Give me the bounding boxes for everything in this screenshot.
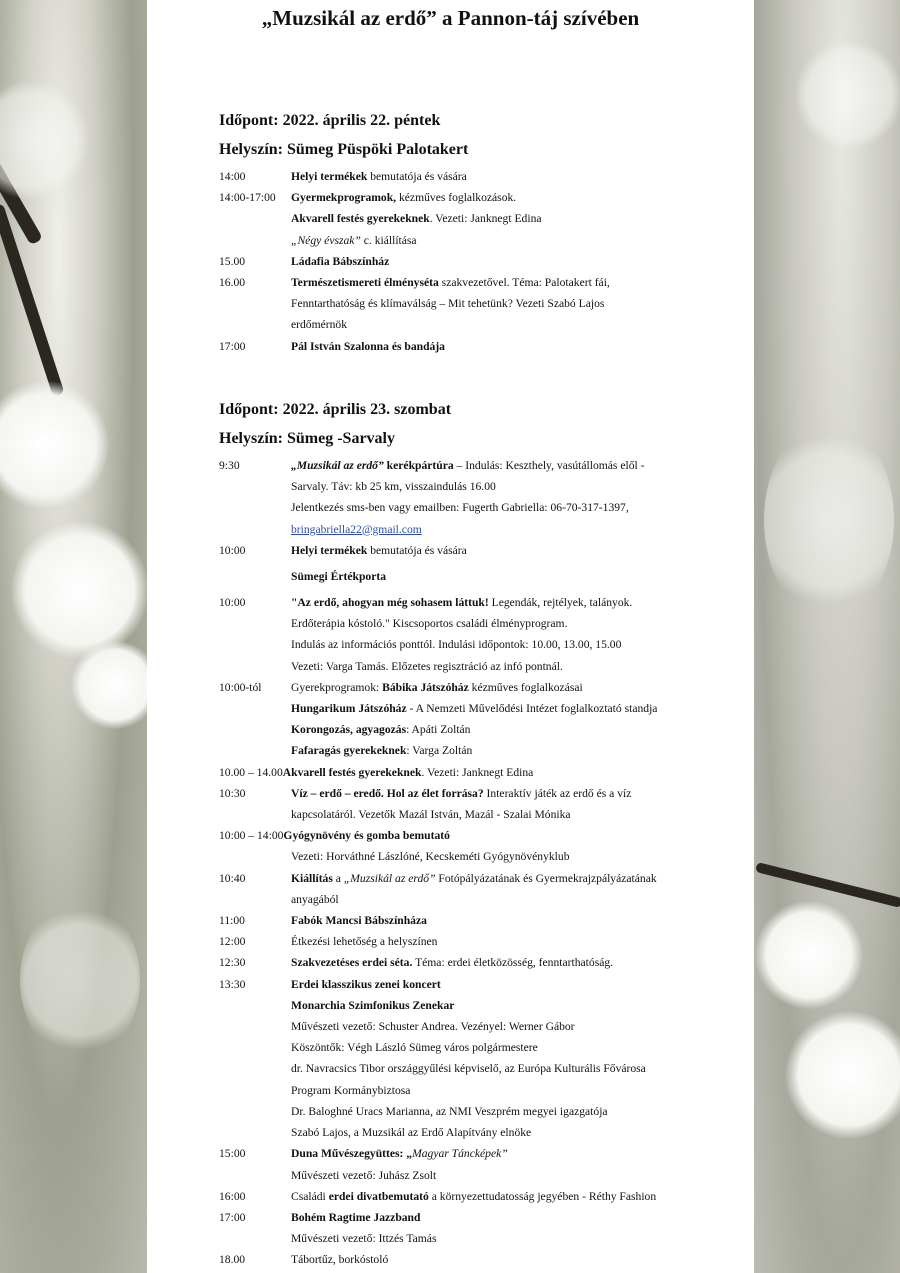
background-photo-right: [754, 0, 900, 1273]
text-run: Tábortűz, borkóstoló: [291, 1253, 389, 1267]
text-run: - A Nemzeti Művelődési Intézet foglalkoztató standja: [406, 702, 658, 716]
text-run: Sarvaly. Táv: kb 25 km, visszaindulás 16.00: [291, 480, 496, 494]
text-run: . Vezeti: Janknegt Edina: [429, 212, 542, 226]
schedule-time: 15:00: [219, 1147, 246, 1161]
schedule-row: [219, 931, 719, 952]
text-run: Bábika Játszóház: [382, 680, 469, 694]
text-run: Korongozás, agyagozás: [291, 723, 407, 737]
schedule-row: [219, 889, 719, 910]
text-run: Gyógynövény és gomba bemutató: [283, 829, 450, 843]
text-run: Jelentkezés sms-ben vagy emailben: Fugerth Gabriella: 06-70-317-1397,: [291, 501, 629, 515]
text-run: Pál István Szalonna és bandája: [291, 339, 445, 353]
schedule-row: [219, 613, 719, 634]
schedule-row: [219, 230, 719, 251]
text-run: Fabók Mancsi Bábszínháza: [291, 914, 427, 928]
text-run: Akvarell festés gyerekeknek: [282, 765, 422, 779]
text-run: erdőmérnök: [291, 318, 348, 332]
schedule-row: [219, 804, 719, 825]
schedule-description: [291, 656, 719, 677]
schedule-time: 10:00: [219, 596, 246, 610]
schedule-description: [291, 272, 719, 293]
schedule-row: [219, 540, 719, 561]
schedule-row: [219, 314, 719, 335]
schedule-description: [291, 677, 719, 698]
schedule-row: [219, 995, 719, 1016]
text-run: Duna Művészegyüttes:: [291, 1147, 407, 1161]
schedule-row: [219, 187, 719, 208]
text-run: kapcsolatáról. Vezetők Mazál István, Mazál - Szalai Mónika: [291, 808, 571, 822]
schedule-time: 15.00: [219, 254, 246, 268]
schedule-description: [291, 1016, 719, 1037]
schedule-description: [291, 314, 719, 335]
schedule-row: [219, 740, 719, 761]
schedule-row: [219, 719, 719, 740]
schedule-description: [291, 187, 719, 208]
schedule-description: [291, 931, 719, 952]
schedule-time: [219, 698, 291, 719]
schedule-time: [219, 519, 291, 540]
schedule-time: [219, 476, 291, 497]
schedule-time: [219, 1058, 291, 1079]
text-run: anyagából: [291, 892, 339, 906]
day-2-section: [219, 395, 719, 1271]
schedule-time: [219, 995, 291, 1016]
schedule-description: [291, 497, 719, 518]
schedule-description: [291, 1165, 719, 1186]
schedule-row: [219, 1228, 719, 1249]
day-2-location: Helyszín: Sümeg -Sarvaly: [219, 430, 395, 447]
schedule-row: [219, 910, 719, 931]
schedule-time: 11:00: [219, 914, 245, 928]
schedule-description: [283, 825, 719, 846]
text-run: Művészeti vezető: Ittzés Tamás: [291, 1232, 437, 1246]
schedule-description: [291, 540, 719, 561]
text-run: Hungarikum Játszóház: [291, 702, 407, 716]
schedule-row: [219, 1249, 719, 1270]
schedule-time: [219, 656, 291, 677]
schedule-description: [291, 1228, 719, 1249]
text-run: Dr. Baloghné Uracs Marianna, az NMI Veszprém megyei igazgatója: [291, 1104, 608, 1118]
text-run: Magyar Táncképek”: [412, 1147, 508, 1161]
text-run: kézműves foglalkozások.: [396, 191, 517, 205]
text-run: „Muzsikál az erdő”: [343, 871, 436, 885]
schedule-time: 17:00: [219, 339, 246, 353]
text-run: Ládafia Bábszínház: [291, 254, 390, 268]
text-run: Sümegi Értékporta: [291, 570, 386, 584]
text-run: Program Kormánybiztosa: [291, 1083, 411, 1097]
text-run: Erdőterápia kóstoló." Kiscsoportos családi élményprogram.: [291, 617, 568, 631]
schedule-row: [219, 1122, 719, 1143]
background-photo-left: [0, 0, 147, 1273]
schedule-time: 10:00-tól: [219, 680, 262, 694]
schedule-description: [291, 230, 719, 251]
schedule-time: [219, 314, 291, 335]
schedule-description: [291, 740, 719, 761]
schedule-description: [291, 1122, 719, 1143]
text-run: Téma: erdei életközösség, fenntarthatóság.: [412, 956, 614, 970]
schedule-time: [219, 497, 291, 518]
text-run: Szakvezetéses erdei séta.: [291, 956, 413, 970]
schedule-row: [219, 1037, 719, 1058]
schedule-row: [219, 698, 719, 719]
schedule-time: [219, 1165, 291, 1186]
schedule-time: [219, 1037, 291, 1058]
schedule-row: [219, 166, 719, 187]
schedule-row: [219, 208, 719, 229]
text-run: Vezeti: Varga Tamás. Előzetes regisztráció az infó pontnál.: [291, 659, 563, 673]
text-run: Akvarell festés gyerekeknek: [291, 212, 430, 226]
text-run: ta: [429, 276, 439, 290]
schedule-time: 16.00: [219, 276, 246, 290]
schedule-row: [219, 455, 719, 476]
schedule-row: [219, 1016, 719, 1037]
schedule-description: [283, 762, 719, 783]
text-run: Fafaragás gyerekeknek: [291, 744, 407, 758]
text-run: Monarchia Szimfonikus Zenekar: [291, 998, 455, 1012]
schedule-time: [219, 889, 291, 910]
schedule-time: 14:00-17:00: [219, 191, 276, 205]
schedule-description: [291, 910, 719, 931]
schedule-row: [219, 1165, 719, 1186]
schedule-description: [291, 592, 719, 613]
schedule-time: [219, 804, 291, 825]
schedule-time: [219, 719, 291, 740]
schedule-description: [291, 634, 719, 655]
schedule-time: 12:30: [219, 956, 246, 970]
email-link[interactable]: bringabriella22@gmail.com: [291, 522, 422, 536]
text-run: dr. Navracsics Tibor országgyűlési képviselő, az Európa Kulturális Fővárosa: [291, 1062, 646, 1076]
text-run: szakvezetővel. Téma: Palotakert fái,: [438, 276, 610, 290]
schedule-row: [219, 1143, 719, 1164]
schedule-row: [219, 476, 719, 497]
schedule-description: [291, 889, 719, 910]
schedule-description: [291, 1037, 719, 1058]
day-2-date: Időpont: 2022. április 23. szombat: [219, 401, 452, 418]
schedule-description: [291, 719, 719, 740]
program-page: [147, 0, 754, 1273]
text-run: Fenntarthatóság és klímaválság – Mit tehetünk? Vezeti Szabó Lajos: [291, 297, 605, 311]
schedule-time: 9:30: [219, 459, 240, 472]
schedule-description: [291, 251, 719, 272]
schedule-time: [219, 634, 291, 655]
schedule-description: [291, 1058, 719, 1079]
schedule-time: 10:00: [219, 543, 246, 557]
text-run: a környezettudatosság jegyében - Réthy Fashion: [428, 1189, 657, 1203]
schedule-description: [291, 476, 719, 497]
schedule-description: [291, 952, 719, 973]
text-run: kerékpártúra: [383, 459, 454, 472]
schedule-row: [219, 677, 719, 698]
schedule-description: [291, 455, 719, 476]
text-run: – Indulás: Keszthely, vasútállomás elől -: [453, 459, 645, 472]
text-run: Helyi termékek: [291, 170, 368, 183]
text-run: : Apáti Zoltán: [406, 723, 471, 737]
schedule-row: [219, 592, 719, 613]
text-run: . Vezeti: Janknegt Edina: [421, 765, 534, 779]
text-run: Legendák, rejtélyek, talányok.: [488, 596, 633, 610]
text-run: Bohém Ragtime Jazzband: [291, 1210, 421, 1224]
schedule-row: [219, 1207, 719, 1228]
schedule-description: [291, 519, 719, 540]
text-run: Indulás az információs ponttól. Indulási időpontok: 10.00, 13.00, 15.00: [291, 638, 622, 652]
text-run: Kiállítás: [291, 871, 333, 885]
schedule-time: [219, 1016, 291, 1037]
text-run: Családi: [291, 1189, 329, 1203]
schedule-time: [219, 561, 291, 592]
schedule-row: [219, 825, 719, 846]
schedule-row: [219, 634, 719, 655]
schedule-description: [291, 208, 719, 229]
schedule-description: [291, 698, 719, 719]
schedule-row: [219, 561, 719, 592]
schedule-time: [219, 1228, 291, 1249]
schedule-description: [291, 561, 719, 592]
schedule-time: [219, 1101, 291, 1122]
day-1-location: Helyszín: Sümeg Püspöki Palotakert: [219, 141, 469, 158]
text-run: a: [332, 871, 344, 885]
text-run: Művészeti vezető: Schuster Andrea. Vezényel: Werner Gábor: [291, 1020, 575, 1034]
schedule-time: [219, 740, 291, 761]
schedule-description: [291, 804, 719, 825]
schedule-description: [291, 1207, 719, 1228]
schedule-row: [219, 846, 719, 867]
text-run: Művészeti vezető: Juhász Zsolt: [291, 1168, 437, 1182]
schedule-time: 14:00: [219, 170, 246, 183]
text-run: „Muzsikál az erdő”: [291, 459, 384, 472]
schedule-description: [291, 1080, 719, 1101]
text-run: Természetismereti élménysé: [291, 276, 430, 290]
text-run: Erdei klasszikus zenei koncert: [291, 977, 441, 991]
schedule-row: [219, 497, 719, 518]
schedule-time: 10.00 – 14.00: [219, 765, 283, 779]
schedule-row: [219, 783, 719, 804]
schedule-time: 12:00: [219, 935, 246, 949]
schedule-description: [291, 293, 719, 314]
text-run: c. kiállítása: [360, 233, 417, 247]
schedule-time: 16:00: [219, 1189, 246, 1203]
schedule-time: 10:00 – 14:00: [219, 829, 284, 843]
schedule-description: [291, 974, 719, 995]
day-1-date: Időpont: 2022. április 22. péntek: [219, 112, 441, 129]
schedule-description: [291, 846, 719, 867]
schedule-time: 18.00: [219, 1253, 246, 1267]
text-run: Gyermekprogramok,: [291, 191, 397, 205]
schedule-row: [219, 1186, 719, 1207]
schedule-row: [219, 656, 719, 677]
page-title: „Muzsikál az erdő” a Pannon-táj szívében: [261, 6, 640, 30]
text-run: : Varga Zoltán: [406, 744, 473, 758]
text-run: Köszöntők: Végh László Sümeg város polgármestere: [291, 1041, 538, 1055]
schedule-time: 10:40: [219, 871, 246, 885]
text-run: Szabó Lajos, a Muzsikál az Erdő Alapítvány elnöke: [291, 1126, 532, 1140]
schedule-description: [291, 613, 719, 634]
text-run: Víz – erdő – eredő. Hol az élet forrása?: [291, 786, 484, 800]
schedule-row: [219, 1101, 719, 1122]
schedule-time: [219, 208, 291, 229]
schedule-time: [219, 846, 291, 867]
schedule-time: [219, 293, 291, 314]
schedule-time: [219, 1080, 291, 1101]
schedule-row: [219, 1058, 719, 1079]
schedule-description: [291, 1143, 719, 1164]
text-run: bemutatója és vására: [367, 543, 467, 557]
schedule-row: [219, 868, 719, 889]
text-run: Vezeti: Horváthné Lászlóné, Kecskeméti Gyógynövényklub: [291, 850, 570, 864]
schedule-row: [219, 762, 719, 783]
schedule-time: [219, 230, 291, 251]
schedule-row: [219, 1080, 719, 1101]
text-run: Helyi termékek: [291, 543, 368, 557]
text-run: kézműves foglalkozásai: [468, 680, 583, 694]
text-run: Étkezési lehetőség a helyszínen: [291, 935, 438, 949]
schedule-description: [291, 1186, 719, 1207]
schedule-description: [291, 868, 719, 889]
schedule-description: [291, 995, 719, 1016]
schedule-row: [219, 952, 719, 973]
schedule-description: [291, 783, 719, 804]
schedule-time: 10:30: [219, 786, 246, 800]
schedule-row: [219, 974, 719, 995]
text-run: Fotópályázatának és Gyermekrajzpályázatának: [435, 871, 657, 885]
schedule-row: [219, 272, 719, 293]
text-run: Gyerekprogramok:: [291, 680, 383, 694]
schedule-time: 13:30: [219, 977, 246, 991]
schedule-time: [219, 1122, 291, 1143]
schedule-description: [291, 336, 719, 357]
text-run: Interaktív játék az erdő és a víz: [483, 786, 632, 800]
schedule-description: [291, 166, 719, 187]
text-run: erdei divatbemutató: [328, 1189, 429, 1203]
text-run: „Négy évszak”: [291, 233, 361, 247]
day-1-section: [219, 106, 719, 357]
schedule-description: [291, 1101, 719, 1122]
schedule-row: [219, 336, 719, 357]
text-run: "Az erdő, ahogyan még sohasem láttuk!: [291, 596, 489, 610]
schedule-row: [219, 251, 719, 272]
schedule-time: 17:00: [219, 1210, 246, 1224]
schedule-row: [219, 293, 719, 314]
schedule-description: [291, 1249, 719, 1270]
text-run: bemutatója és vására: [367, 170, 467, 183]
schedule-row: [219, 519, 719, 540]
text-run: „: [406, 1147, 413, 1161]
schedule-time: [219, 613, 291, 634]
